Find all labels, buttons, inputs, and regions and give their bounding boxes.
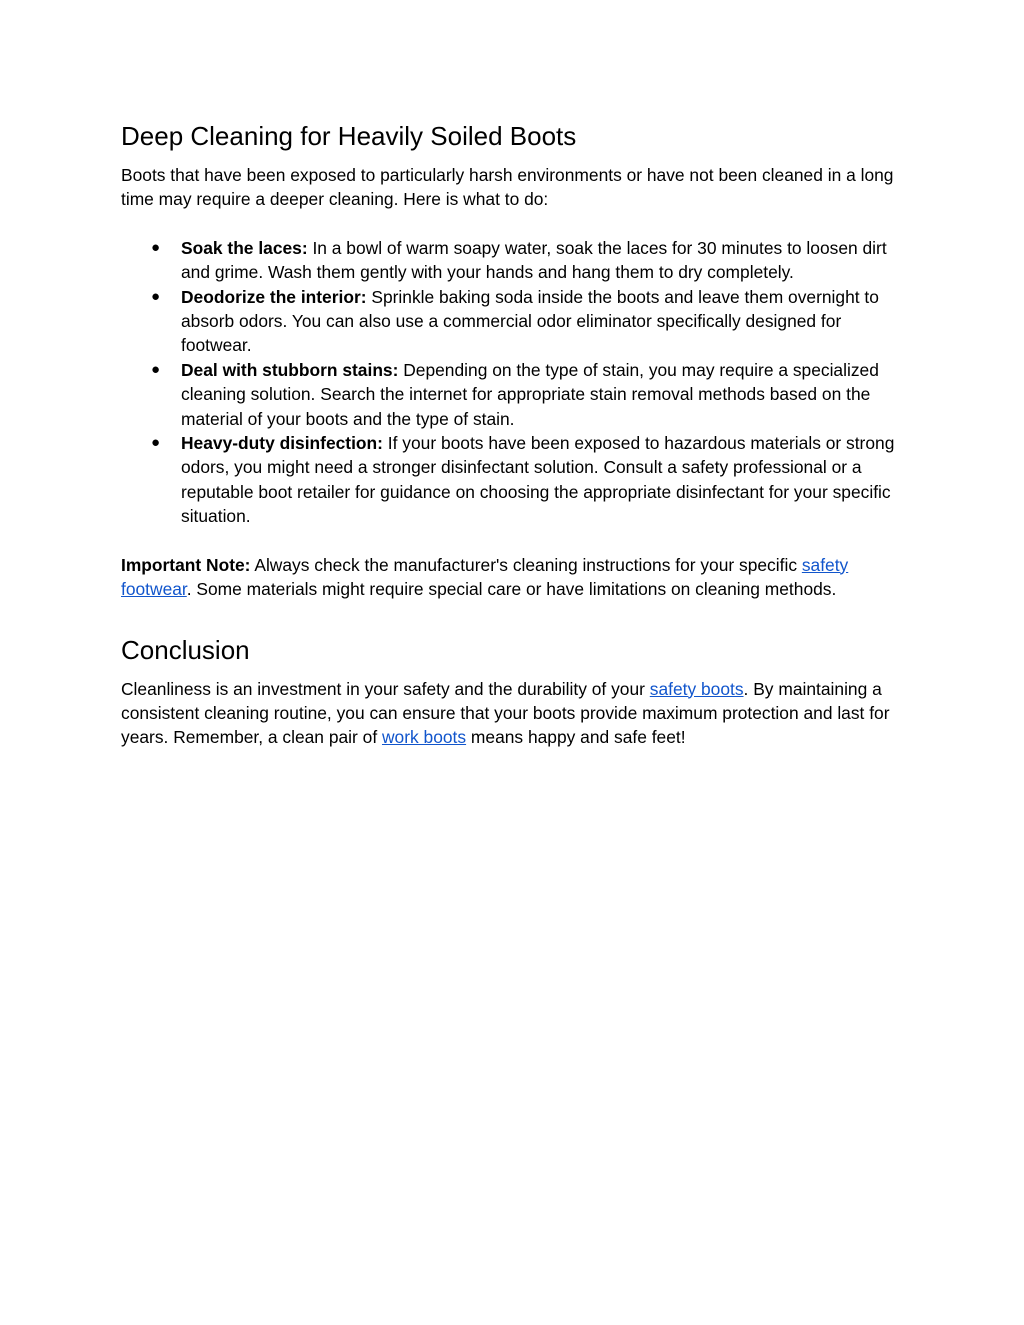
list-item-title: Deodorize the interior: bbox=[181, 286, 367, 307]
bullet-icon: ● bbox=[151, 434, 161, 452]
important-note-label: Important Note: bbox=[121, 554, 251, 575]
list-item bbox=[121, 358, 911, 431]
cleaning-tips-list bbox=[121, 236, 911, 529]
safety-footwear-link[interactable]: safety footwear bbox=[121, 554, 849, 600]
list-item-text: In a bowl of warm soapy water, soak the laces for 30 minutes to loosen dirt and grime. Wash them gently with your hands and hang them to dry completely. bbox=[181, 237, 887, 283]
intro-paragraph: Boots that have been exposed to particularly harsh environments or have not been cleaned in a long time may require a deeper cleaning. Here is what to do: bbox=[121, 165, 894, 210]
work-boots-link[interactable]: work boots bbox=[381, 727, 467, 748]
list-item bbox=[121, 285, 911, 358]
list-item-text: If your boots have been exposed to hazardous materials or strong odors, you might need a stronger disinfectant solution. Consult a safety professional or a reputable boot retailer for guidance on choosing the appropriate disinfectant for your specific situation. bbox=[181, 433, 895, 527]
conclusion-text-3: means happy and safe feet! bbox=[466, 727, 686, 748]
section-heading-conclusion: Conclusion bbox=[121, 634, 250, 665]
conclusion-text-1: Cleanliness is an investment in your safety and the durability of your bbox=[121, 678, 650, 699]
list-item-text: Depending on the type of stain, you may require a specialized cleaning solution. Search the internet for appropriate stain removal methods based on the material of your boots and the type of stain. bbox=[181, 359, 879, 429]
list-item-title: Soak the laces: bbox=[181, 237, 308, 258]
conclusion-text-2: . By maintaining a consistent cleaning routine, you can ensure that your boots provide maximum protection and last for years. Remember, a clean pair of bbox=[121, 678, 890, 748]
list-item-title: Deal with stubborn stains: bbox=[181, 359, 399, 380]
section-heading-deep-cleaning: Deep Cleaning for Heavily Soiled Boots bbox=[121, 121, 577, 151]
list-item-text: Sprinkle baking soda inside the boots and leave them overnight to absorb odors. You can also use a commercial odor eliminator specifically designed for footwear. bbox=[181, 286, 879, 356]
note-text-after: . Some materials might require special care or have limitations on cleaning methods. bbox=[186, 579, 837, 600]
document-page bbox=[121, 118, 911, 750]
conclusion-paragraph bbox=[121, 677, 911, 750]
bullet-icon: ● bbox=[151, 287, 161, 305]
safety-boots-link[interactable]: safety boots bbox=[649, 678, 744, 699]
note-text-before: Always check the manufacturer's cleaning instructions for your specific bbox=[250, 554, 802, 575]
bullet-icon: ● bbox=[151, 360, 161, 378]
list-item bbox=[121, 236, 911, 285]
bullet-icon: ● bbox=[151, 238, 161, 256]
list-item bbox=[121, 431, 911, 529]
important-note-paragraph bbox=[121, 553, 911, 602]
list-item-title: Heavy-duty disinfection: bbox=[181, 433, 383, 454]
